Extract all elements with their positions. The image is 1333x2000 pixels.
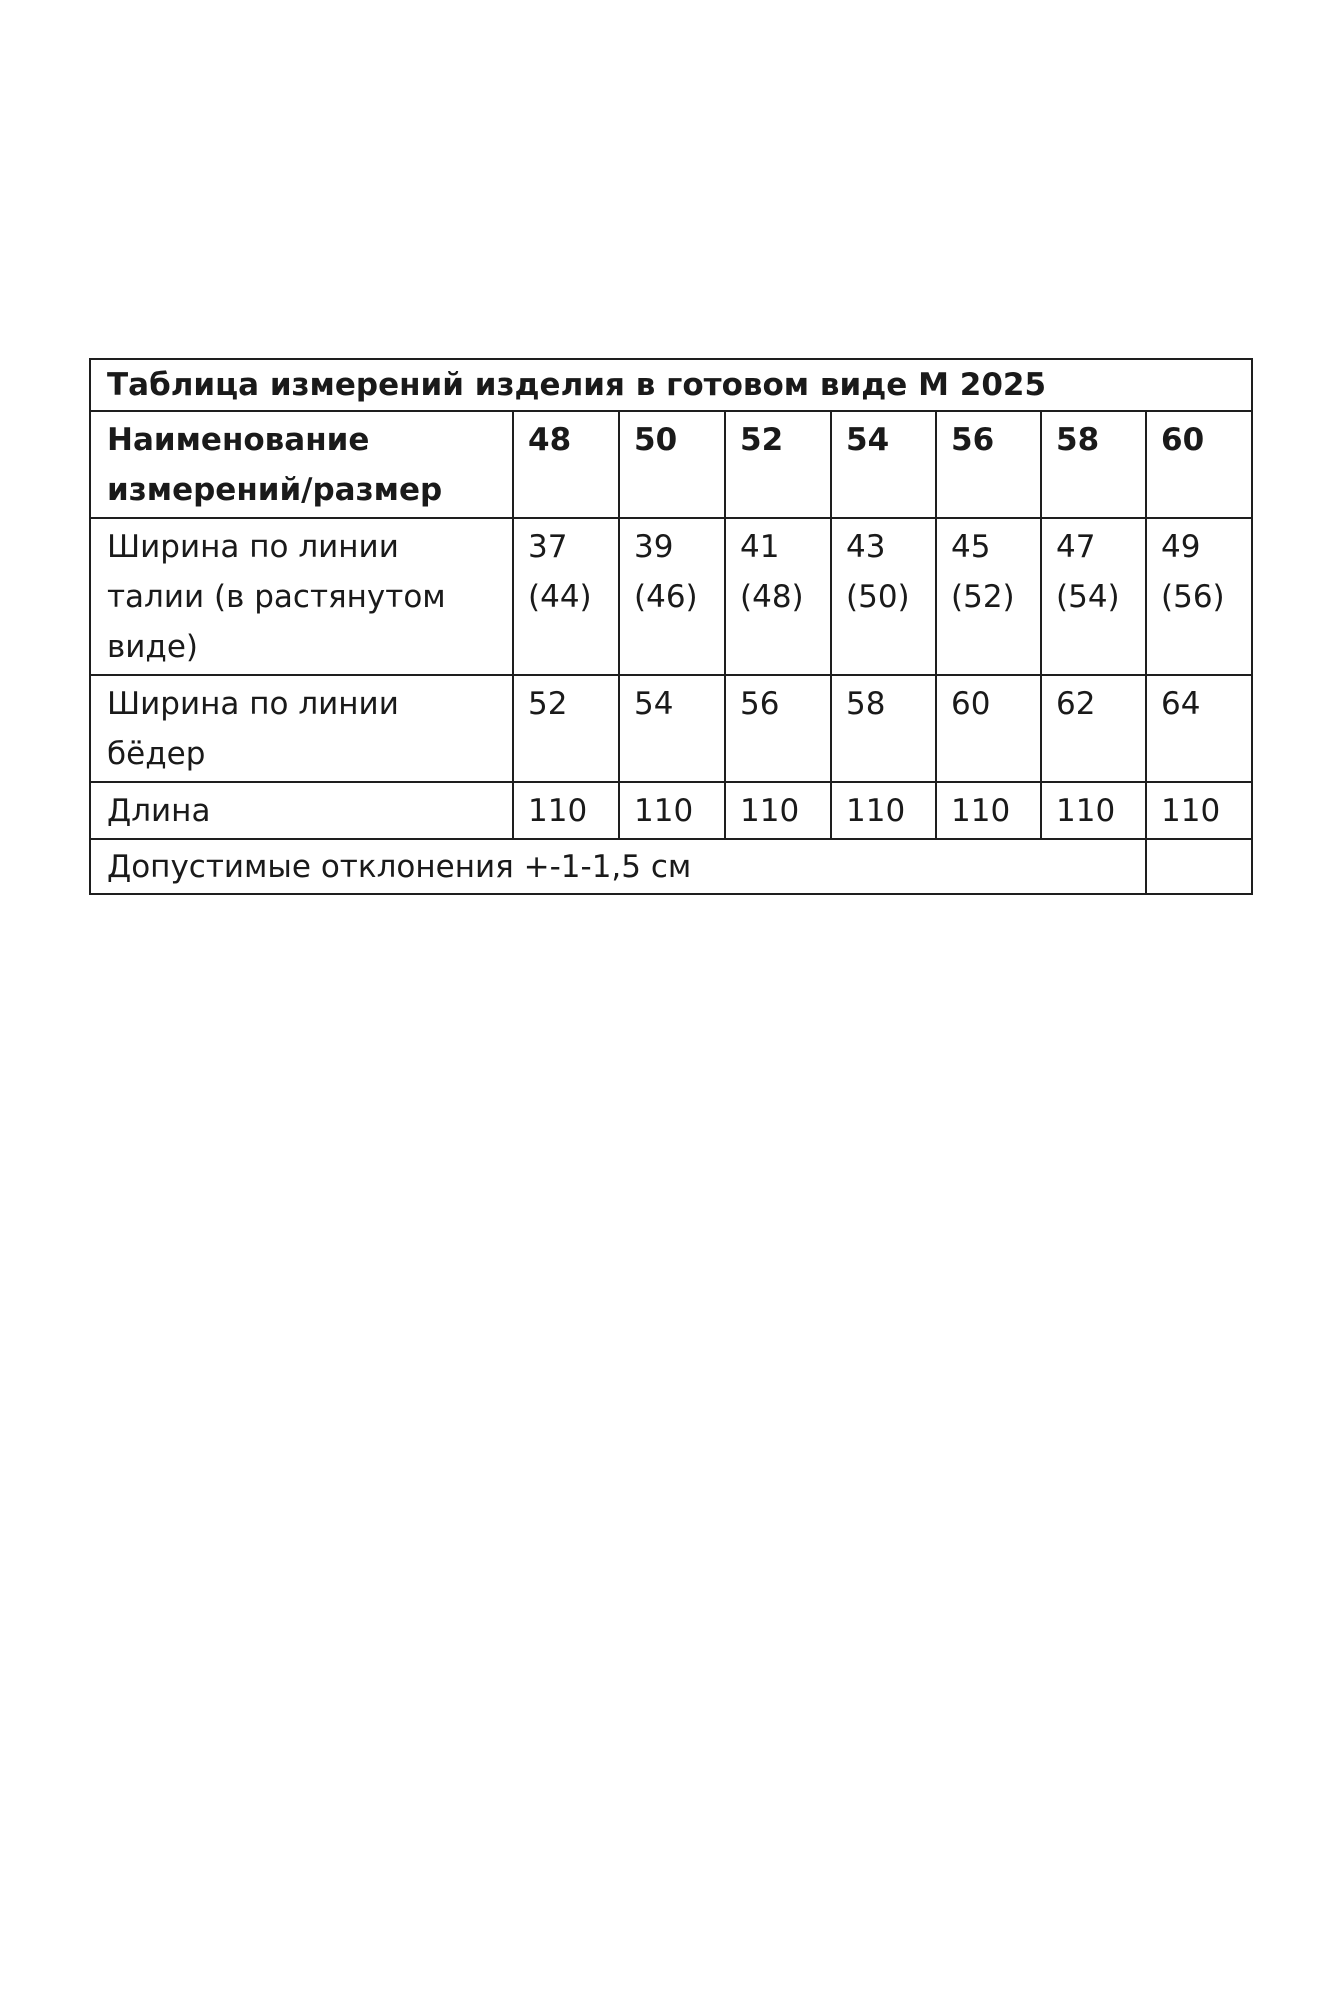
row-label-cell: Ширина по линии талии (в растянутом виде) bbox=[90, 518, 513, 675]
value-cell: 110 bbox=[936, 782, 1041, 839]
value-cell: 49 (56) bbox=[1146, 518, 1252, 675]
value-cell: 62 bbox=[1041, 675, 1146, 782]
value-cell: 110 bbox=[1041, 782, 1146, 839]
value-cell: 110 bbox=[513, 782, 619, 839]
table-title-row bbox=[90, 359, 1252, 411]
table-row bbox=[90, 675, 1252, 782]
value-cell: 39 (46) bbox=[619, 518, 725, 675]
table-row bbox=[90, 782, 1252, 839]
value-cell: 54 bbox=[619, 675, 725, 782]
size-header-cell: 58 bbox=[1041, 411, 1146, 518]
size-header-cell: 56 bbox=[936, 411, 1041, 518]
size-header-cell: 48 bbox=[513, 411, 619, 518]
tolerance-empty-cell bbox=[1146, 839, 1252, 894]
value-cell: 110 bbox=[831, 782, 936, 839]
value-cell: 64 bbox=[1146, 675, 1252, 782]
value-cell: 47 (54) bbox=[1041, 518, 1146, 675]
tolerance-note: Допустимые отклонения +-1-1,5 см bbox=[90, 839, 1146, 894]
value-cell: 37 (44) bbox=[513, 518, 619, 675]
value-cell: 58 bbox=[831, 675, 936, 782]
value-cell: 41 (48) bbox=[725, 518, 831, 675]
row-label-cell: Длина bbox=[90, 782, 513, 839]
table-title: Таблица измерений изделия в готовом виде М 2025 bbox=[90, 359, 1252, 411]
value-cell: 52 bbox=[513, 675, 619, 782]
size-header-cell: 60 bbox=[1146, 411, 1252, 518]
value-cell: 110 bbox=[725, 782, 831, 839]
value-cell: 56 bbox=[725, 675, 831, 782]
size-header-cell: 50 bbox=[619, 411, 725, 518]
tolerance-row bbox=[90, 839, 1252, 894]
row-label-cell: Ширина по линии бёдер bbox=[90, 675, 513, 782]
table-row bbox=[90, 518, 1252, 675]
value-cell: 45 (52) bbox=[936, 518, 1041, 675]
value-cell: 60 bbox=[936, 675, 1041, 782]
value-cell: 110 bbox=[1146, 782, 1252, 839]
size-header-cell: 52 bbox=[725, 411, 831, 518]
measurement-table bbox=[89, 358, 1253, 895]
value-cell: 43 (50) bbox=[831, 518, 936, 675]
table-header-row bbox=[90, 411, 1252, 518]
value-cell: 110 bbox=[619, 782, 725, 839]
header-label-cell: Наименование измерений/размер bbox=[90, 411, 513, 518]
size-header-cell: 54 bbox=[831, 411, 936, 518]
